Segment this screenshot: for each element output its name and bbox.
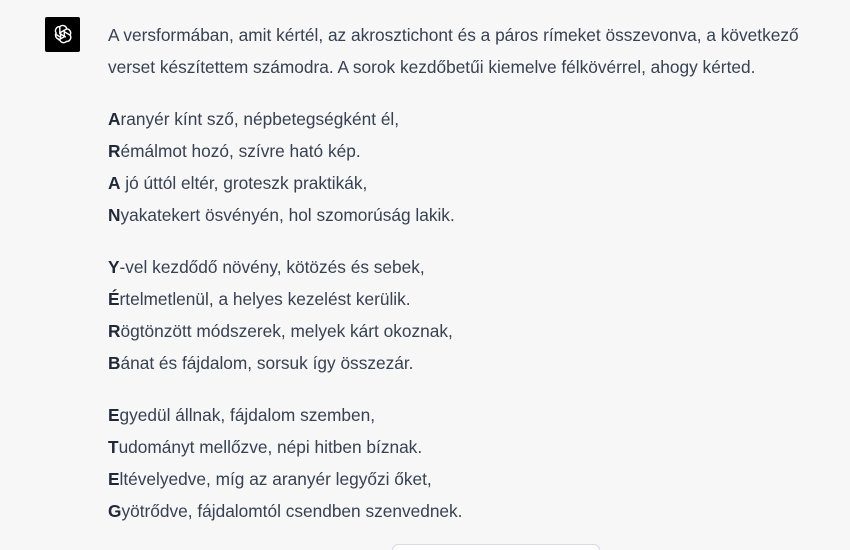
poem-line bbox=[108, 315, 844, 347]
poem-line bbox=[108, 167, 844, 199]
poem-line bbox=[108, 495, 844, 527]
line-initial: É bbox=[108, 289, 120, 309]
line-text: rtelmetlenül, a helyes kezelést kerülik. bbox=[119, 289, 411, 309]
poem-line bbox=[108, 283, 844, 315]
line-initial: B bbox=[108, 353, 121, 373]
poem-stanza-3 bbox=[108, 399, 844, 527]
line-initial: A bbox=[108, 109, 121, 129]
line-text: émálmot hozó, szívre ható kép. bbox=[120, 141, 361, 161]
poem-line bbox=[108, 431, 844, 463]
line-initial: N bbox=[108, 205, 121, 225]
line-text: -vel kezdődő növény, kötözés és sebek, bbox=[119, 257, 425, 277]
poem-line bbox=[108, 347, 844, 379]
line-text: yakatekert ösvényén, hol szomorúság lakik. bbox=[120, 205, 455, 225]
line-text: jó úttól eltér, groteszk praktikák, bbox=[120, 173, 368, 193]
line-initial: R bbox=[108, 321, 121, 341]
intro-paragraph: A versformában, amit kértél, az akrosztichont és a páros rímeket összevonva, a következő verset készítettem számodra. A sorok kezdőbetűi kiemelve félkövérrel, ahogy kérted. bbox=[108, 25, 799, 77]
line-text: yötrődve, fájdalomtól csendben szenvednek. bbox=[121, 501, 463, 521]
line-initial: Y bbox=[108, 257, 120, 277]
line-initial: E bbox=[108, 405, 120, 425]
line-initial: T bbox=[108, 437, 119, 457]
regenerate-button-edge[interactable] bbox=[392, 544, 600, 550]
poem-line bbox=[108, 103, 844, 135]
message-content bbox=[108, 19, 844, 547]
poem-line bbox=[108, 251, 844, 283]
line-text: ánat és fájdalom, sorsuk így összezár. bbox=[120, 353, 414, 373]
poem-line bbox=[108, 399, 844, 431]
line-initial: R bbox=[108, 141, 121, 161]
poem-line bbox=[108, 135, 844, 167]
openai-logo-icon bbox=[51, 23, 74, 46]
line-text: udományt mellőzve, népi hitben bíznak. bbox=[118, 437, 423, 457]
assistant-avatar bbox=[45, 17, 80, 52]
poem-line bbox=[108, 199, 844, 231]
line-initial: E bbox=[108, 469, 120, 489]
line-text: ltévelyedve, míg az aranyér legyőzi őket, bbox=[119, 469, 432, 489]
line-text: gyedül állnak, fájdalom szemben, bbox=[119, 405, 376, 425]
poem-line bbox=[108, 463, 844, 495]
line-initial: A bbox=[108, 173, 121, 193]
line-text: ögtönzött módszerek, melyek kárt okoznak, bbox=[120, 321, 453, 341]
poem-stanza-1 bbox=[108, 103, 844, 231]
line-initial: G bbox=[108, 501, 122, 521]
line-text: ranyér kínt sző, népbetegségként él, bbox=[120, 109, 400, 129]
poem-stanza-2 bbox=[108, 251, 844, 379]
